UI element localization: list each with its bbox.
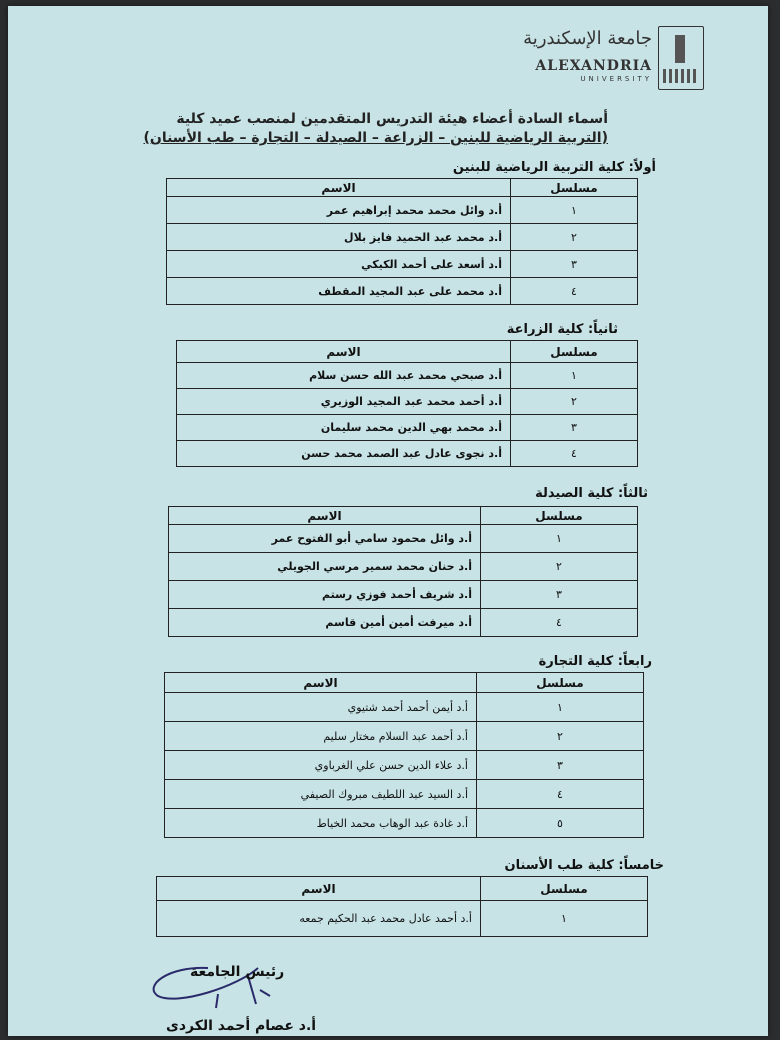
logo-arabic-text: جامعة الإسكندرية — [523, 28, 652, 49]
row-name: أ.د أحمد محمد عبد المجيد الوزيري — [177, 389, 511, 415]
section-heading: أولاً: كلية التربية الرياضية للبنين — [452, 160, 656, 175]
serial-header: مسلسل — [481, 507, 638, 525]
document-page — [8, 6, 768, 1036]
table-row — [165, 722, 644, 751]
section-table — [176, 340, 638, 467]
row-name: أ.د أسعد على أحمد الكيكي — [167, 251, 511, 278]
row-name: أ.د السيد عبد اللطيف مبروك الصيفي — [165, 780, 477, 809]
row-serial: ١ — [511, 197, 638, 224]
title-line-1: أسماء السادة أعضاء هيئة التدريس المتقدمين لمنصب عميد كلية — [176, 111, 608, 127]
signature-name: أ.د عصام أحمد الكردى — [166, 1018, 317, 1034]
row-serial: ٥ — [477, 809, 644, 838]
serial-header: مسلسل — [481, 877, 648, 901]
row-name: أ.د محمد على عبد المجيد المقطف — [167, 278, 511, 305]
section-heading: خامساً: كلية طب الأسنان — [504, 858, 664, 873]
name-header: الاسم — [169, 507, 481, 525]
logo-english-subtext: UNIVERSITY — [580, 75, 652, 83]
section-table — [156, 876, 648, 937]
row-serial: ٤ — [511, 441, 638, 467]
section-heading: رابعاً: كلية التجارة — [538, 654, 652, 669]
row-serial: ٢ — [511, 389, 638, 415]
table-row — [177, 363, 638, 389]
table-row — [177, 441, 638, 467]
logo-english-text: ALEXANDRIA — [535, 58, 652, 74]
row-serial: ٣ — [481, 581, 638, 609]
university-seal-icon — [658, 26, 704, 90]
row-name: أ.د أحمد عادل محمد عبد الحكيم جمعه — [157, 901, 481, 937]
row-name: أ.د وائل محمد محمد إبراهيم عمر — [167, 197, 511, 224]
table-row — [165, 809, 644, 838]
row-name: أ.د صبحي محمد عبد الله حسن سلام — [177, 363, 511, 389]
row-serial: ٣ — [511, 415, 638, 441]
section-heading: ثالثاً: كلية الصيدلة — [535, 486, 648, 501]
row-serial: ١ — [481, 901, 648, 937]
row-serial: ٢ — [477, 722, 644, 751]
table-row — [167, 278, 638, 305]
table-row — [167, 251, 638, 278]
row-name: أ.د غادة عبد الوهاب محمد الخياط — [165, 809, 477, 838]
row-name: أ.د أحمد عبد السلام مختار سليم — [165, 722, 477, 751]
row-name: أ.د نجوى عادل عبد الصمد محمد حسن — [177, 441, 511, 467]
row-serial: ٢ — [481, 553, 638, 581]
table-row — [169, 525, 638, 553]
table-row — [157, 901, 648, 937]
serial-header: مسلسل — [477, 673, 644, 693]
row-serial: ٤ — [481, 609, 638, 637]
table-row — [169, 581, 638, 609]
table-row — [167, 197, 638, 224]
row-serial: ١ — [481, 525, 638, 553]
row-serial: ١ — [511, 363, 638, 389]
title-line-2: (التربية الرياضية للبنين – الزراعة – الصيدلة – التجارة – طب الأسنان) — [143, 130, 608, 146]
table-row — [165, 751, 644, 780]
row-serial: ٤ — [477, 780, 644, 809]
row-name: أ.د وائل محمود سامي أبو الفتوح عمر — [169, 525, 481, 553]
row-name: أ.د محمد بهي الدين محمد سليمان — [177, 415, 511, 441]
table-row — [169, 609, 638, 637]
row-serial: ١ — [477, 693, 644, 722]
university-logo — [489, 20, 704, 92]
row-serial: ٢ — [511, 224, 638, 251]
row-name: أ.د علاء الدين حسن علي الغرباوي — [165, 751, 477, 780]
section-heading: ثانياً: كلية الزراعة — [506, 322, 618, 337]
name-header: الاسم — [177, 341, 511, 363]
row-name: أ.د شريف أحمد فوزي رستم — [169, 581, 481, 609]
row-name: أ.د ميرفت أمين أمين قاسم — [169, 609, 481, 637]
section-table — [164, 672, 644, 838]
signature-title: رئيس الجامعة — [190, 964, 285, 980]
table-row — [165, 693, 644, 722]
name-header: الاسم — [167, 179, 511, 197]
table-row — [167, 224, 638, 251]
row-serial: ٤ — [511, 278, 638, 305]
table-row — [165, 780, 644, 809]
row-serial: ٣ — [477, 751, 644, 780]
serial-header: مسلسل — [511, 179, 638, 197]
section-table — [166, 178, 638, 305]
name-header: الاسم — [165, 673, 477, 693]
row-serial: ٣ — [511, 251, 638, 278]
serial-header: مسلسل — [511, 341, 638, 363]
table-row — [177, 389, 638, 415]
table-row — [169, 553, 638, 581]
row-name: أ.د حنان محمد سمير مرسي الجويلي — [169, 553, 481, 581]
section-table — [168, 506, 638, 637]
document-title — [143, 110, 608, 148]
name-header: الاسم — [157, 877, 481, 901]
row-name: أ.د محمد عبد الحميد فايز بلال — [167, 224, 511, 251]
table-row — [177, 415, 638, 441]
row-name: أ.د أيمن أحمد أحمد شتيوي — [165, 693, 477, 722]
